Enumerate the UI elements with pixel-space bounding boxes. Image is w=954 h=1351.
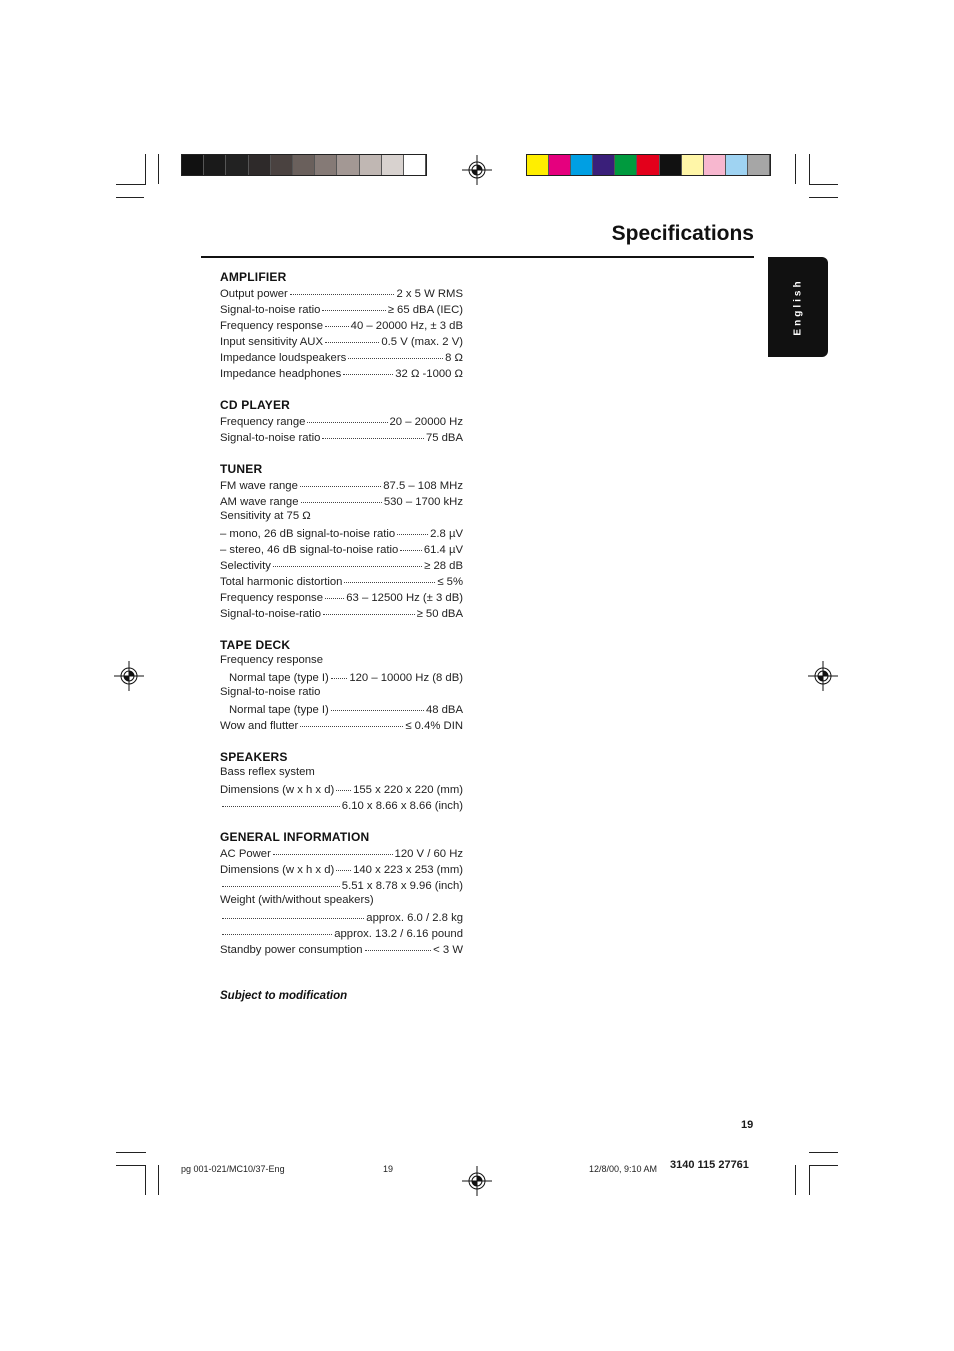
section-heading: AMPLIFIER [220, 270, 287, 284]
crop-mark [809, 154, 810, 184]
spec-value: 0.5 V (max. 2 V) [381, 336, 463, 348]
spec-value: 61.4 µV [423, 544, 463, 556]
dot-leader [273, 554, 422, 567]
color-swatch [293, 155, 315, 175]
spec-label: – mono, 26 dB signal-to-noise ratio [220, 528, 396, 540]
crop-mark [116, 184, 146, 185]
spec-value: 2 x 5 W RMS [396, 288, 463, 300]
spec-row [220, 524, 463, 540]
color-swatch [726, 155, 748, 175]
spec-value: 32 Ω -1000 Ω [395, 368, 463, 380]
color-swatch [571, 155, 593, 175]
section-gap [220, 380, 463, 396]
color-swatch [549, 155, 571, 175]
dot-leader [290, 282, 395, 295]
spec-label: Selectivity [220, 560, 271, 572]
registration-mark-icon [114, 661, 144, 691]
page-number: 19 [741, 1119, 754, 1131]
spec-value: ≤ 0.4% DIN [405, 720, 463, 732]
page-title: Specifications [611, 222, 754, 245]
spec-value: ≤ 5% [437, 576, 463, 588]
spec-label: Total harmonic distortion [220, 576, 343, 588]
crop-mark [145, 1165, 146, 1195]
language-tab-label: English [792, 278, 804, 336]
color-swatch [382, 155, 404, 175]
spec-value: 6.10 x 8.66 x 8.66 (inch) [341, 800, 463, 812]
color-swatch [226, 155, 248, 175]
modification-note: Subject to modification [220, 990, 348, 1002]
crop-mark [116, 197, 144, 198]
spec-value: 120 V / 60 Hz [394, 848, 463, 860]
color-swatch [337, 155, 359, 175]
color-swatch [315, 155, 337, 175]
spec-value: approx. 6.0 / 2.8 kg [366, 912, 463, 924]
spec-value: ≥ 65 dBA (IEC) [387, 304, 463, 316]
dot-leader [222, 906, 364, 919]
crop-mark [145, 154, 146, 184]
spec-row [220, 940, 463, 956]
section-gap [220, 620, 463, 636]
dot-leader [300, 714, 403, 727]
crop-mark [809, 1165, 838, 1166]
dot-leader [301, 490, 382, 503]
spec-label: Wow and flutter [220, 720, 299, 732]
spec-row [220, 492, 463, 508]
footer-file: pg 001-021/MC10/37-Eng [181, 1164, 285, 1174]
footer-page: 19 [383, 1164, 394, 1174]
section-gap [220, 444, 463, 460]
spec-value: 87.5 – 108 MHz [383, 480, 463, 492]
crop-mark [809, 184, 838, 185]
dot-leader [322, 426, 423, 439]
color-swatch [527, 155, 549, 175]
dot-leader [331, 698, 424, 711]
spec-label: Input sensitivity AUX [220, 336, 323, 348]
spec-value: ≥ 50 dBA [416, 608, 463, 620]
section-heading: TAPE DECK [220, 638, 291, 652]
footer-code: 3140 115 27761 [670, 1159, 749, 1171]
section-heading: SPEAKERS [220, 750, 288, 764]
dot-leader [273, 842, 393, 855]
spec-label: Signal-to-noise ratio [220, 304, 321, 316]
spec-row [220, 364, 463, 380]
color-swatch [682, 155, 704, 175]
spec-value: 20 – 20000 Hz [389, 416, 463, 428]
spec-row: Bass reflex system [220, 766, 315, 778]
spec-row [220, 716, 463, 732]
color-swatch [271, 155, 293, 175]
dot-leader [300, 474, 381, 487]
crop-mark [158, 1165, 159, 1195]
spec-value: 63 – 12500 Hz (± 3 dB) [346, 592, 463, 604]
spec-row: Weight (with/without speakers) [220, 894, 374, 906]
spec-value: 5.51 x 8.78 x 9.96 (inch) [341, 880, 463, 892]
spec-row: Frequency response [220, 654, 323, 666]
spec-row [220, 428, 463, 444]
section-heading: CD PLAYER [220, 398, 291, 412]
spec-label: Normal tape (type I) [229, 672, 329, 684]
registration-mark-icon [462, 1166, 492, 1196]
spec-row: Signal-to-noise ratio [220, 686, 321, 698]
grayscale-calibration-strip [181, 154, 427, 176]
dot-leader [348, 346, 443, 359]
section-gap [220, 812, 463, 828]
spec-label: Frequency response [220, 592, 323, 604]
spec-label: Impedance loudspeakers [220, 352, 347, 364]
spec-label: Frequency response [220, 320, 323, 332]
dot-leader [344, 570, 435, 583]
spec-row: Sensitivity at 75 Ω [220, 510, 311, 522]
spec-value: 120 – 10000 Hz (8 dB) [349, 672, 463, 684]
crop-mark [116, 1152, 146, 1153]
registration-mark-icon [808, 661, 838, 691]
dot-leader [222, 794, 340, 807]
dot-leader [323, 602, 415, 615]
spec-label: Impedance headphones [220, 368, 342, 380]
color-swatch [182, 155, 204, 175]
spec-value: 155 x 220 x 220 (mm) [353, 784, 463, 796]
crop-mark [795, 1165, 796, 1195]
title-rule [201, 256, 754, 258]
color-swatch [748, 155, 770, 175]
spec-label: Dimensions (w x h x d) [220, 784, 335, 796]
dot-leader [222, 922, 332, 935]
spec-row [220, 796, 463, 812]
spec-label: Standby power consumption [220, 944, 363, 956]
color-swatch [615, 155, 637, 175]
crop-mark [809, 197, 838, 198]
spec-label: FM wave range [220, 480, 298, 492]
dot-leader [325, 586, 344, 599]
section-gap [220, 732, 463, 748]
dot-leader [322, 298, 385, 311]
color-swatch [593, 155, 615, 175]
color-swatch [660, 155, 682, 175]
dot-leader [331, 666, 348, 679]
color-swatch [704, 155, 726, 175]
crop-mark [116, 1165, 146, 1166]
spec-value: 8 Ω [445, 352, 463, 364]
crop-mark [158, 154, 159, 184]
spec-label: AM wave range [220, 496, 299, 508]
spec-label: Signal-to-noise ratio [220, 432, 321, 444]
spec-value: 530 – 1700 kHz [383, 496, 463, 508]
dot-leader [222, 874, 340, 887]
spec-label: Dimensions (w x h x d) [220, 864, 335, 876]
color-swatch [249, 155, 271, 175]
spec-label: Output power [220, 288, 288, 300]
dot-leader [307, 410, 387, 423]
spec-value: 75 dBA [425, 432, 463, 444]
spec-row [220, 876, 463, 892]
color-swatch [360, 155, 382, 175]
dot-leader [365, 938, 432, 951]
registration-mark-icon [462, 155, 492, 185]
footer-date: 12/8/00, 9:10 AM [589, 1164, 658, 1174]
spec-label: Frequency range [220, 416, 306, 428]
dot-leader [325, 314, 349, 327]
spec-row [220, 604, 463, 620]
spec-value: ≥ 28 dB [424, 560, 463, 572]
color-swatch [404, 155, 426, 175]
spec-value: approx. 13.2 / 6.16 pound [334, 928, 463, 940]
spec-value: 40 – 20000 Hz, ± 3 dB [350, 320, 463, 332]
spec-value: < 3 W [433, 944, 463, 956]
crop-mark [809, 1165, 810, 1195]
spec-value: 48 dBA [425, 704, 463, 716]
dot-leader [397, 522, 428, 535]
dot-leader [400, 538, 421, 551]
color-swatch [637, 155, 659, 175]
spec-value: 140 x 223 x 253 (mm) [353, 864, 463, 876]
crop-mark [809, 1152, 838, 1153]
spec-row [220, 348, 463, 364]
spec-label: Signal-to-noise-ratio [220, 608, 322, 620]
crop-mark [795, 154, 796, 184]
section-heading: GENERAL INFORMATION [220, 830, 370, 844]
spec-label: AC Power [220, 848, 271, 860]
spec-value: 2.8 µV [430, 528, 463, 540]
specifications-list [220, 268, 463, 956]
spec-row [220, 668, 463, 684]
spec-label: – stereo, 46 dB signal-to-noise ratio [220, 544, 399, 556]
color-calibration-strip [526, 154, 771, 176]
dot-leader [343, 362, 393, 375]
dot-leader [336, 778, 351, 791]
spec-label: Normal tape (type I) [229, 704, 329, 716]
dot-leader [336, 858, 351, 871]
language-tab [768, 257, 828, 357]
color-swatch [204, 155, 226, 175]
dot-leader [325, 330, 379, 343]
section-heading: TUNER [220, 462, 263, 476]
